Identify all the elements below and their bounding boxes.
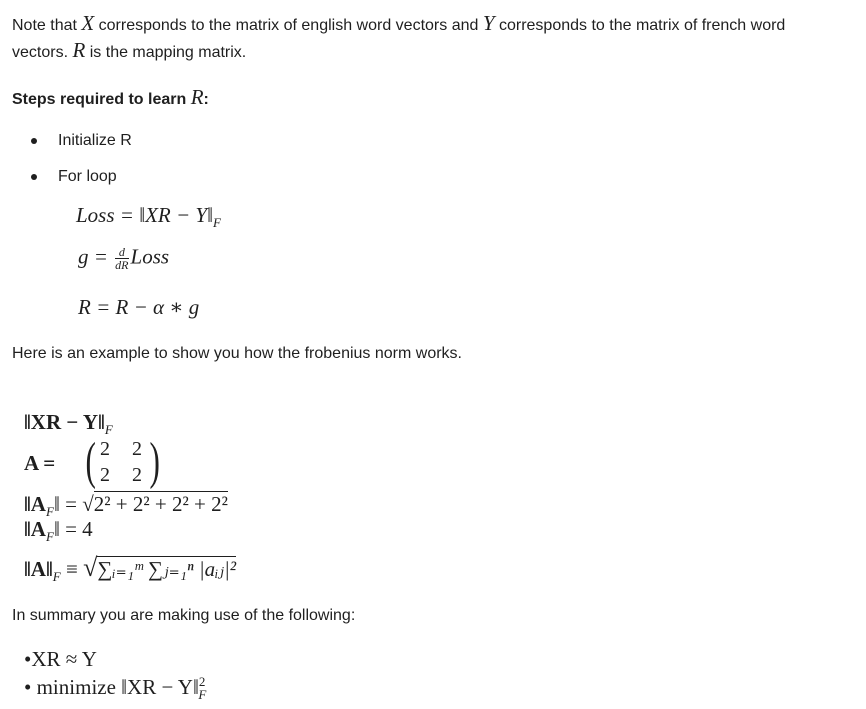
update-equation: R = R − α ∗ g <box>78 295 200 319</box>
sqrt-icon: √ <box>82 492 94 516</box>
var-r: R <box>72 38 86 62</box>
summary-item-1: •XR ≈ Y <box>24 647 97 671</box>
steps-heading: Steps required to learn R: <box>12 85 209 109</box>
matrix-a-label: A = <box>24 451 56 475</box>
matrix-cell: 2 <box>132 464 142 486</box>
matrix-cell: 2 <box>132 438 142 460</box>
loss-equation: Loss = ‖XR − $Y‖_F$ <box>76 203 221 231</box>
derivative-fraction: $\frac{d}{dR}$ <box>115 245 129 272</box>
matrix-a <box>84 433 164 492</box>
var-y: Y <box>482 11 495 35</box>
steps-heading-var: R <box>190 85 204 109</box>
list-item: For loop <box>58 168 117 185</box>
var-x: X <box>81 11 95 35</box>
example-text: Here is an example to show you how the frobenius norm works. <box>12 345 462 362</box>
bullet-dot-1 <box>31 138 37 144</box>
frob-norm-line: ‖XR − $Y‖_F$ <box>24 410 113 438</box>
gradient-equation: g = $\frac{d}{dR}$ Loss <box>78 244 170 272</box>
right-paren: ) <box>149 433 160 490</box>
summary-text: In summary you are making use of the following: <box>12 607 356 624</box>
frob-result-line: $‖A_F‖ = 4$ <box>24 517 93 545</box>
intro-line-1: Note that X corresponds to the matrix of english word vectors and Y corresponds to the matrix of french word <box>12 11 786 35</box>
bullet-dot-2 <box>31 174 37 180</box>
matrix-cell: 2 <box>100 438 110 460</box>
list-item: Initialize R <box>58 132 132 149</box>
frob-expansion-line: $‖A_F‖ = √2^2 + 2^2 + 2^2 + 2^2$ <box>24 492 228 520</box>
left-paren: ( <box>85 433 96 490</box>
intro-line-2: vectors. R is the mapping matrix. <box>12 38 247 62</box>
sqrt-icon: √ <box>83 553 98 582</box>
frob-definition-line: $‖A‖_F$ ≡ √∑ᵢ₌₁ᵐ ∑ⱼ₌₁ⁿ |aᵢⱼ|² <box>24 553 237 585</box>
matrix-cell: 2 <box>100 464 110 486</box>
summary-item-2: • minimize ‖XR − Y‖$^2_F$ <box>24 674 207 703</box>
